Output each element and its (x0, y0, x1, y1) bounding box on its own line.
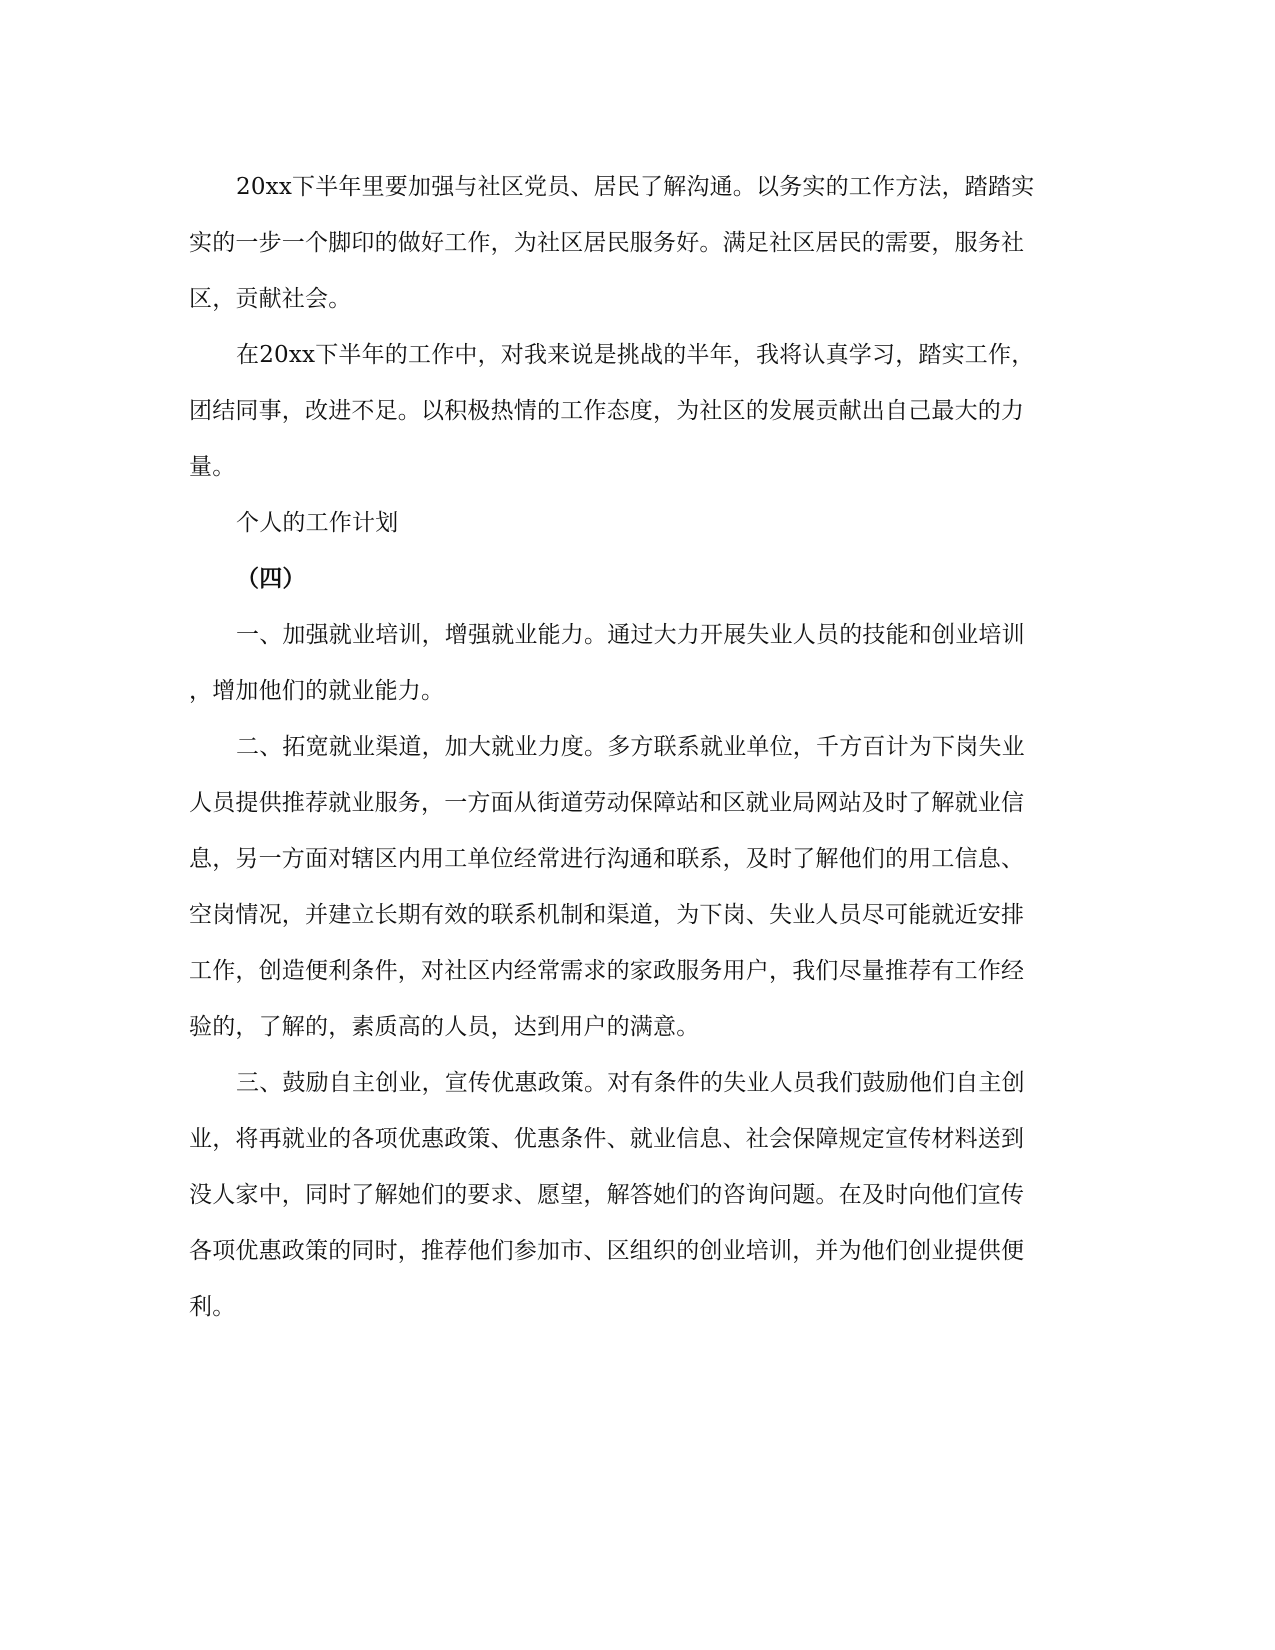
paragraph-2-line-3: 量。 (189, 454, 236, 480)
item-2-line-5: 工作，创造便利条件，对社区内经常需求的家政服务用户，我们尽量推荐有工作经 (189, 958, 1025, 984)
section-number: （四） (236, 565, 306, 592)
paragraph-2-line-1: 在20xx下半年的工作中，对我来说是挑战的半年，我将认真学习，踏实工作， (236, 342, 1035, 368)
item-2-line-2: 人员提供推荐就业服务，一方面从街道劳动保障站和区就业局网站及时了解就业信 (189, 790, 1025, 816)
item-2-line-3: 息，另一方面对辖区内用工单位经常进行沟通和联系，及时了解他们的用工信息、 (189, 846, 1025, 872)
paragraph-1-line-2: 实的一步一个脚印的做好工作，为社区居民服务好。满足社区居民的需要，服务社 (189, 230, 1025, 256)
paragraph-2-line-2: 团结同事，改进不足。以积极热情的工作态度，为社区的发展贡献出自己最大的力 (189, 398, 1025, 424)
paragraph-1-line-1: 20xx下半年里要加强与社区党员、居民了解沟通。以务实的工作方法，踏踏实 (236, 174, 1035, 200)
item-3-line-1: 三、鼓励自主创业，宣传优惠政策。对有条件的失业人员我们鼓励他们自主创 (236, 1070, 1025, 1096)
item-2-line-6: 验的，了解的，素质高的人员，达到用户的满意。 (189, 1014, 700, 1040)
item-1-line-2: ，增加他们的就业能力。 (189, 678, 445, 704)
item-2-line-4: 空岗情况，并建立长期有效的联系机制和渠道，为下岗、失业人员尽可能就近安排 (189, 902, 1025, 928)
item-1-line-1: 一、加强就业培训，增强就业能力。通过大力开展失业人员的技能和创业培训 (236, 622, 1025, 648)
item-3-line-4: 各项优惠政策的同时，推荐他们参加市、区组织的创业培训，并为他们创业提供便 (189, 1238, 1025, 1264)
item-3-line-3: 没人家中，同时了解她们的要求、愿望，解答她们的咨询问题。在及时向他们宣传 (189, 1182, 1025, 1208)
item-3-line-5: 利。 (189, 1294, 236, 1320)
item-3-line-2: 业，将再就业的各项优惠政策、优惠条件、就业信息、社会保障规定宣传材料送到 (189, 1126, 1025, 1152)
section-title: 个人的工作计划 (236, 510, 399, 536)
item-2-line-1: 二、拓宽就业渠道，加大就业力度。多方联系就业单位，千方百计为下岗失业 (236, 734, 1025, 760)
paragraph-1-line-3: 区，贡献社会。 (189, 286, 352, 312)
